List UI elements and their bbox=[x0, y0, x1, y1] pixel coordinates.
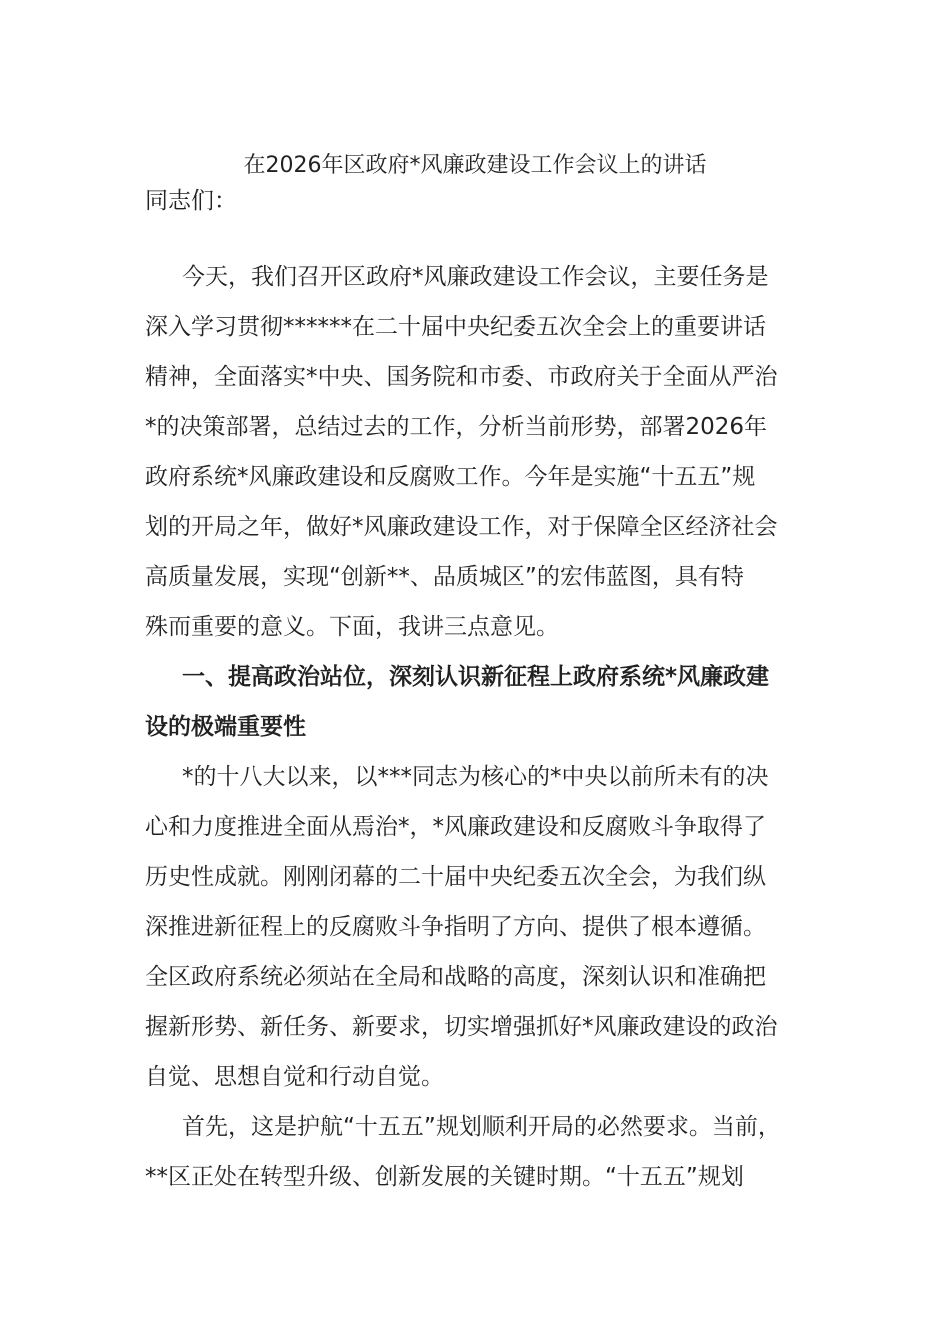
text-line: 心和力度推进全面从焉治*，*风廉政建设和反腐败斗争取得了 bbox=[145, 814, 766, 840]
text-line: 全区政府系统必须站在全局和战略的高度，深刻认识和准确把 bbox=[145, 964, 766, 990]
text-line: 划的开局之年，做好*风廉政建设工作，对于保障全区经济社会 bbox=[145, 514, 778, 540]
salutation: 同志们： bbox=[145, 188, 237, 214]
text-line: *的决策部署，总结过去的工作，分析当前形势，部署2026年 bbox=[145, 414, 768, 440]
text-line: 政府系统*风廉政建设和反腐败工作。今年是实施“十五五”规 bbox=[145, 464, 756, 490]
document-title: 在2026年区政府*风廉政建设工作会议上的讲话 bbox=[243, 153, 707, 178]
text-line: 深入学习贯彻******在二十届中央纪委五次全会上的重要讲话 bbox=[145, 314, 766, 340]
text-line: 高质量发展，实现“创新**、品质城区”的宏伟蓝图，具有特 bbox=[145, 564, 744, 590]
text-line: 殊而重要的意义。下面，我讲三点意见。 bbox=[145, 614, 559, 640]
text-line: 精神，全面落实*中央、国务院和市委、市政府关于全面从严治 bbox=[145, 364, 778, 390]
text-line: 设的极端重要性 bbox=[145, 714, 306, 740]
paragraph-intro bbox=[145, 252, 810, 652]
paragraph-first-point bbox=[145, 1102, 810, 1202]
text-line: 今天，我们召开区政府*风廉政建设工作会议，主要任务是 bbox=[182, 264, 769, 290]
text-line: 深推进新征程上的反腐败斗争指明了方向、提供了根本遵循。 bbox=[145, 914, 766, 940]
text-line: 自觉、思想自觉和行动自觉。 bbox=[145, 1064, 444, 1090]
text-line: 首先，这是护航“十五五”规划顺利开局的必然要求。当前， bbox=[182, 1114, 781, 1140]
section-heading-1 bbox=[145, 652, 810, 752]
text-line: 一、提高政治站位，深刻认识新征程上政府系统*风廉政建 bbox=[182, 664, 770, 690]
text-line: 历史性成就。刚刚闭幕的二十届中央纪委五次全会，为我们纵 bbox=[145, 864, 766, 890]
text-line: *的十八大以来，以***同志为核心的*中央以前所未有的决 bbox=[182, 764, 769, 790]
paragraph-section-1 bbox=[145, 752, 810, 1102]
text-line: 握新形势、新任务、新要求，切实增强抓好*风廉政建设的政治 bbox=[145, 1014, 778, 1040]
text-line: **区正处在转型升级、创新发展的关键时期。“十五五”规划 bbox=[145, 1164, 744, 1190]
